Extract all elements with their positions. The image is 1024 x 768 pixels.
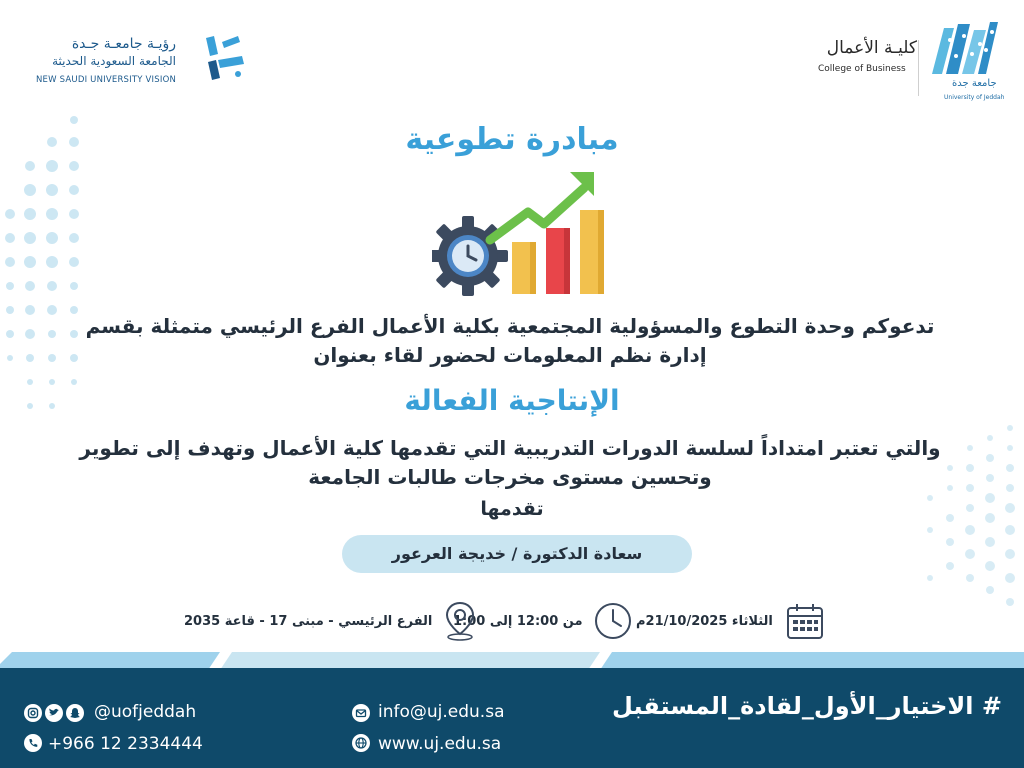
vision-logo-line2: الجامعة السعودية الحديثة [52, 54, 176, 68]
location-pin-icon [442, 600, 478, 642]
calendar-icon [785, 601, 825, 641]
vision-logo-line1: رؤيـة جامعـة جـدة [71, 36, 176, 52]
time-info [453, 598, 633, 644]
email-address[interactable]: info@uj.edu.sa [378, 702, 505, 722]
vision-logo [20, 28, 240, 88]
logo-divider [918, 40, 919, 96]
university-name-en: University of Jeddah [944, 94, 1005, 101]
vision-logo-icon [198, 32, 248, 82]
snapchat-icon[interactable] [66, 704, 84, 722]
time-text: من 12:00 إلى 1:00 [453, 613, 583, 629]
presenter-name: سعادة الدكتورة / خديجة العرعور [342, 535, 692, 573]
phone-icon [24, 734, 42, 752]
social-handle[interactable]: @uofjeddah [94, 702, 197, 722]
presented-by-label: تقدمها [480, 498, 544, 520]
hashtag-text: # الاختيار_الأول_لقادة_المستقبل [612, 692, 1002, 720]
twitter-icon[interactable] [45, 704, 63, 722]
invitation-text: تدعوكم وحدة التطوع والمسؤولية المجتمعية بكلية الأعمال الفرع الرئيسي متمثلة بقسم إدارة نظم المعلومات لحضور لقاء بعنوان [85, 314, 935, 367]
globe-icon [352, 734, 370, 752]
university-name-ar: جامعة جدة [952, 78, 997, 89]
date-text: الثلاثاء 21/10/2025م [636, 613, 773, 629]
college-name-en: College of Business [818, 64, 906, 74]
instagram-icon[interactable] [24, 704, 42, 722]
clock-icon [593, 601, 633, 641]
footer-bar [0, 678, 1024, 768]
website-url[interactable]: www.uj.edu.sa [378, 734, 502, 754]
date-info [636, 598, 825, 644]
initiative-title: مبادرة تطوعية [405, 122, 619, 157]
vision-logo-line3: NEW SAUDI UNIVERSITY VISION [36, 75, 177, 85]
college-logo-icon [928, 20, 1000, 78]
gear-chart-illustration [432, 166, 612, 298]
location-text: الفرع الرئيسي - مبنى 17 - قاعة 2035 [184, 613, 433, 629]
event-title: الإنتاجية الفعالة [404, 384, 620, 417]
event-description: والتي تعتبر امتداداً لسلسة الدورات التدريبية التي تقدمها كلية الأعمال وتهدف إلى تطوير وتحسين مستوى مخرجات طالبات الجامعة [79, 436, 941, 489]
location-info [184, 598, 478, 644]
footer-decorative-stripe [0, 648, 1024, 678]
phone-number[interactable]: +966 12 2334444 [48, 734, 203, 754]
college-logo [812, 20, 1012, 105]
college-name-ar: كليـة الأعمال [826, 38, 917, 58]
email-icon [352, 704, 370, 722]
